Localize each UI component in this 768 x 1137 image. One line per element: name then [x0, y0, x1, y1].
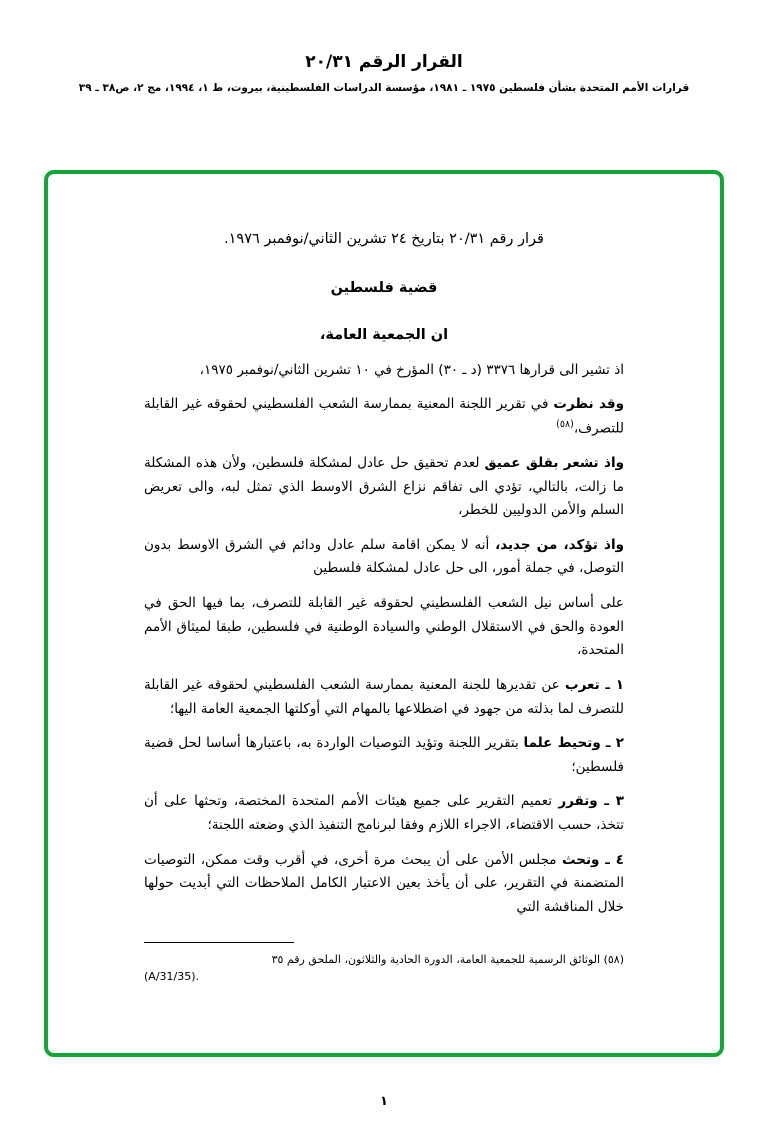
footnote-line-2: (A/31/35). [144, 970, 200, 984]
footnote-line-1: (٥٨) الوثائق الرسمية للجمعية العامة، الدورة الحادية والثلاثون، الملحق رقم ٣٥ [271, 952, 624, 966]
content-frame-border [44, 170, 724, 1057]
resolution-organ: ان الجمعية العامة، [319, 327, 449, 344]
operative-paragraph-2: ٢ ـ وتحيط علما بتقرير اللجنة وتؤيد التوصيات الواردة به، باعتبارها أساسا لحل قضية فلسطين؛ [144, 735, 624, 775]
operative-paragraph-3: ٣ ـ وتقرر تعميم التقرير على جميع هيئات الأمم المتحدة المختصة، وتحثها على أن تتخذ، حسب الاقتضاء، الاجراء اللازم وفقا لبرنامج التنفيذ الذي وضعته اللجنة؛ [144, 793, 624, 834]
resolution-subject: قضية فلسطين [330, 280, 438, 297]
operative-paragraph-1: ١ ـ تعرب عن تقديرها للجنة المعنية بممارسة الشعب الفلسطيني لحقوقه غير القابلة للتصرف لما بذلته من جهود في اضطلاعها بالمهام التي أوكلتها الجمعية العامة اليها؛ [144, 676, 624, 717]
resolution-reference: قرار رقم ٢٠/٣١ بتاريخ ٢٤ تشرين الثاني/نوفمبر ١٩٧٦. [224, 231, 544, 247]
page-title: القرار الرقم ٢٠/٣١ [305, 52, 463, 72]
content-frame [48, 174, 720, 1053]
paragraph-4: واذ تؤكد، من جديد، أنه لا يمكن اقامة سلم عادل ودائم في الشرق الاوسط بدون التوصل، في جملة أمور، الى حل عادل لمشكلة فلسطين [144, 536, 624, 577]
paragraph-3: واذ تشعر بقلق عميق لعدم تحقيق حل عادل لمشكلة فلسطين، ولأن هذه المشكلة ما زالت، بالتالي، تؤدي الى تفاقم نزاع الشرق الاوسط الذي تمثل لبه، والى تعريض السلم والأمن الدوليين للخطر، [144, 454, 624, 519]
document-header [0, 52, 768, 96]
footnote-marker: (٥٨) [556, 418, 574, 430]
document-page [0, 52, 768, 1137]
footnote [144, 951, 624, 986]
footnote-divider [144, 942, 294, 943]
paragraph-2 [144, 393, 624, 441]
source-citation: قرارات الأمم المتحدة بشأن فلسطين ١٩٧٥ ـ ١٩٨١، مؤسسة الدراسات الفلسطينية، بيروت، ط ١، ١٩٩٤، مج ٢، ص٣٨ ـ ٣٩ [78, 82, 690, 95]
paragraph-1: اذ تشير الى قرارها ٣٣٧٦ (د ـ ٣٠) المؤرخ في ١٠ تشرين الثاني/نوفمبر ١٩٧٥، [199, 361, 624, 378]
paragraph-5: على أساس نيل الشعب الفلسطيني لحقوقه غير القابلة للتصرف، بما فيها الحق في العودة والحق في الاستقلال الوطني والسيادة الوطنية في فلسطين، طبقا لميثاق الأمم المتحدة، [144, 595, 624, 659]
page-number: ١ [380, 1094, 388, 1109]
paragraph-2-text: وقد نظرت في تقرير اللجنة المعنية بممارسة الشعب الفلسطيني لحقوقه غير القابلة للتصرف، [144, 396, 624, 437]
operative-paragraph-4: ٤ ـ وتحث مجلس الأمن على أن يبحث مرة أخرى، في أقرب وقت ممكن، التوصيات المتضمنة في التقرير، على أن يأخذ بعين الاعتبار الكامل الملاحظات التي أبديت حولها خلال المناقشة التي [144, 851, 624, 915]
